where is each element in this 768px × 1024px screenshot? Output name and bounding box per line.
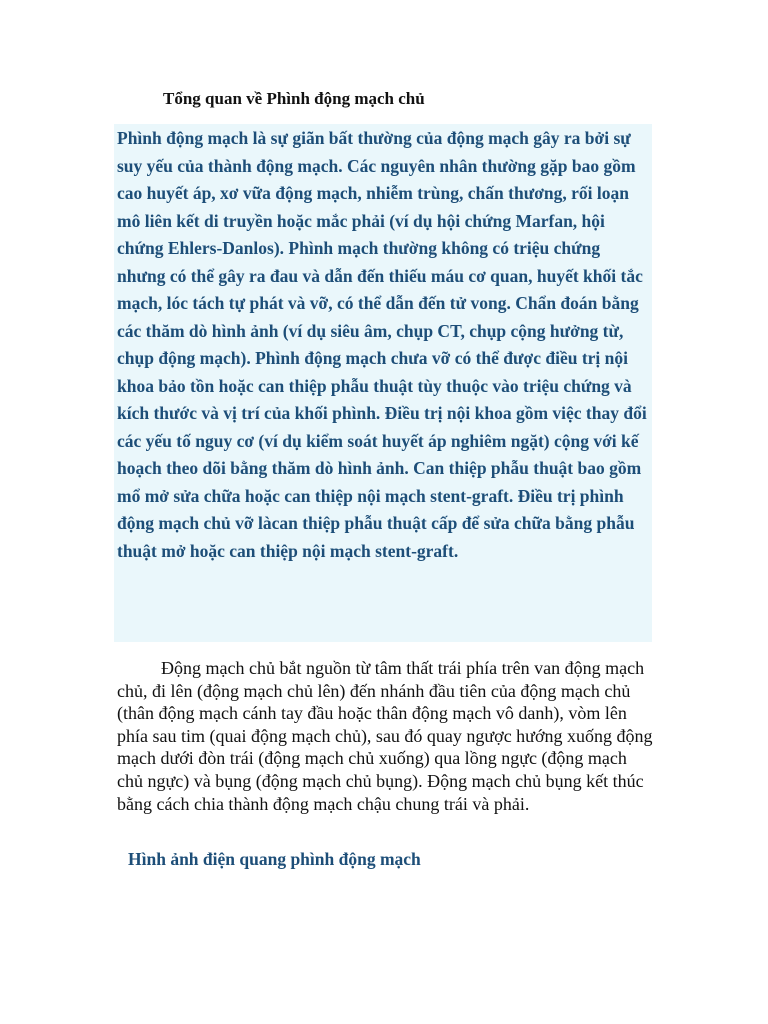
aorta-anatomy-paragraph: Động mạch chủ bắt nguồn từ tâm thất trái phía trên van động mạch chủ, đi lên (động mạch chủ lên) đến nhánh đầu tiên của động mạch chủ (thân động mạch cánh tay đầu hoặc thân động mạch vô danh), vòm lên phía sau tim (quai động mạch chủ), sau đó quay ngược hướng xuống động mạch dưới đòn trái (động mạch chủ xuống) qua lồng ngực (động mạch chủ ngực) và bụng (động mạch chủ bụng). Động mạch chủ bụng kết thúc bằng cách chia thành động mạch chậu chung trái và phải. (117, 658, 653, 814)
summary-paragraph: Phình động mạch là sự giãn bất thường của động mạch gây ra bởi sự suy yếu của thành động mạch. Các nguyên nhân thường gặp bao gồm cao huyết áp, xơ vữa động mạch, nhiễm trùng, chấn thương, rối loạn mô liên kết di truyền hoặc mắc phải (ví dụ hội chứng Marfan, hội chứng Ehlers-Danlos). Phình mạch thường không có triệu chứng nhưng có thể gây ra đau và dẫn đến thiếu máu cơ quan, huyết khối tắc mạch, lóc tách tự phát và vỡ, có thể dẫn đến tử vong. Chẩn đoán bằng các thăm dò hình ảnh (ví dụ siêu âm, chụp CT, chụp cộng hưởng từ, chụp động mạch). Phình động mạch chưa vỡ có thể được điều trị nội khoa bảo tồn hoặc can thiệp phẫu thuật tùy thuộc vào triệu chứng và kích thước và vị trí của khối phình. Điều trị nội khoa gồm việc thay đổi các yếu tố nguy cơ (ví dụ kiểm soát huyết áp nghiêm ngặt) cộng với kế hoạch theo dõi bằng thăm dò hình ảnh. Can thiệp phẫu thuật bao gồm mổ mở sửa chữa hoặc can thiệp nội mạch stent-graft. Điều trị phình động mạch chủ vỡ làcan thiệp phẫu thuật cấp để sửa chữa bằng phẫu thuật mở hoặc can thiệp nội mạch stent-graft. (117, 128, 647, 561)
section-heading: Hình ảnh điện quang phình động mạch (128, 849, 421, 869)
summary-box (114, 124, 652, 642)
page-title: Tổng quan về Phình động mạch chủ (163, 89, 425, 108)
